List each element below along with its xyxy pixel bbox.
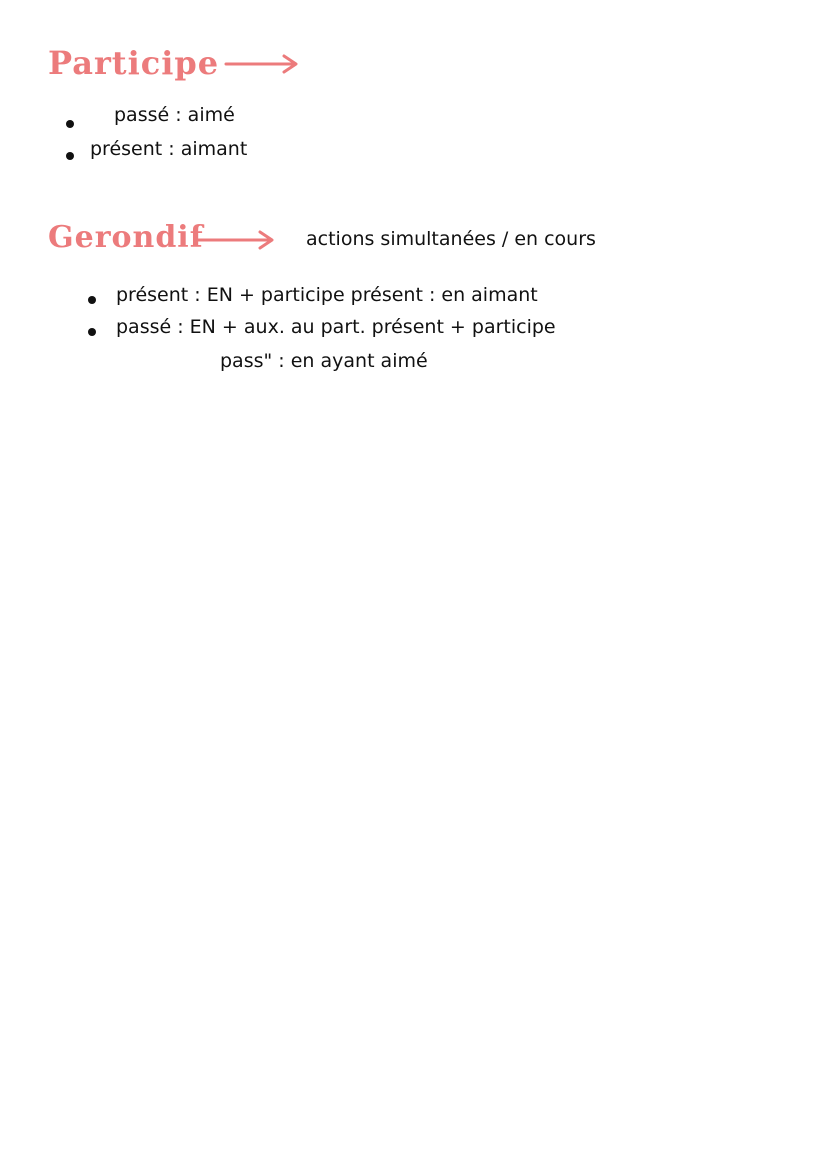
gerondif-note: actions simultanées / en cours: [306, 228, 596, 250]
gerondif-item-passe: passé : EN + aux. au part. présent + participe: [116, 316, 556, 338]
heading-gerondif: Gerondif: [48, 220, 204, 255]
bullet-icon: [66, 152, 74, 160]
bullet-icon: [88, 328, 96, 336]
gerondif-item-passe-continuation: pass" : en ayant aimé: [220, 350, 428, 372]
heading-participe: Participe: [48, 44, 220, 82]
bullet-icon: [88, 296, 96, 304]
gerondif-item-present: présent : EN + participe présent : en aimant: [116, 284, 538, 306]
participe-item-passe: passé : aimé: [114, 104, 235, 126]
bullet-icon: [66, 120, 74, 128]
arrow-right-icon: [196, 228, 276, 252]
participe-item-present: présent : aimant: [90, 138, 248, 160]
arrow-right-icon: [224, 52, 300, 76]
